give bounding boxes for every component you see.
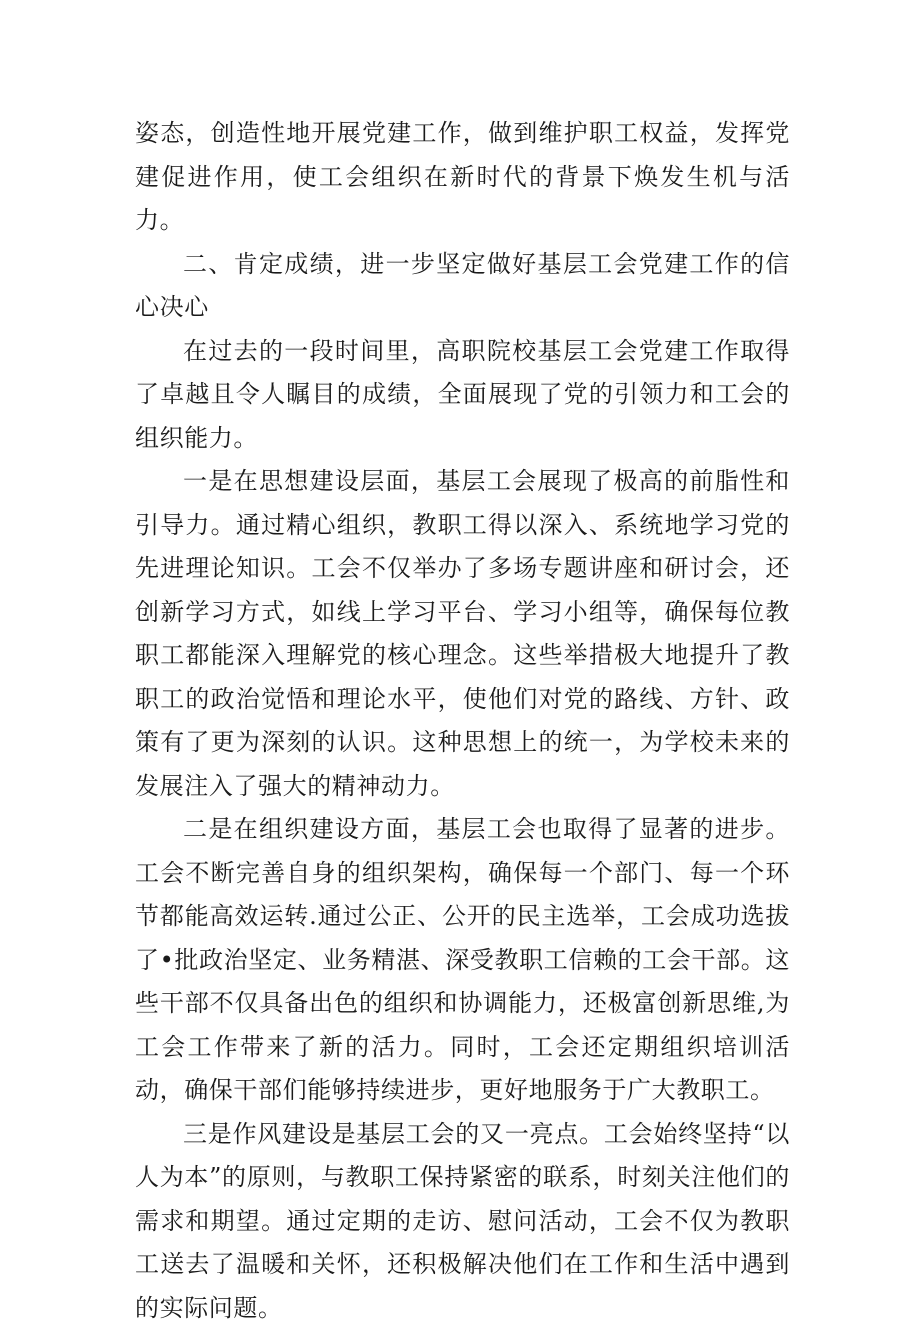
paragraph-ideology: 一是在思想建设层面，基层工会展现了极高的前脂性和引导力。通过精心组织，教职工得以深入、系统地学习党的先进理论知识。工会不仅举办了多场专题讲座和研讨会，还创新学习方式，如线上学习平台、学习小组等，确保每位教职工都能深入理解党的核心理念。这些举措极大地提升了教职工的政治觉悟和理论水平，使他们对党的路线、方针、政策有了更为深刻的认识。这种思想上的统一，为学校未来的发展注入了强大的精神动力。 <box>135 460 790 808</box>
paragraph-style: 三是作风建设是基层工会的又一亮点。工会始终坚持“以人为本”的原则，与教职工保持紧密的联系，时刻关注他们的需求和期望。通过定期的走访、慰问活动，工会不仅为教职工送去了温暖和关怀，还积极解决他们在工作和生活中遇到的实际问题。 <box>135 1113 790 1330</box>
paragraph-organization: 二是在组织建设方面，基层工会也取得了显著的进步。工会不断完善自身的组织架构，确保每一个部门、每一个环节都能高效运转.通过公正、公开的民主选举，工会成功选拔了•批政治坚定、业务精湛、深受教职工信赖的工会干部。这些干部不仅具备出色的组织和协调能力，还极富创新思维,为工会工作带来了新的活力。同时，工会还定期组织培训活动，确保干部们能够持续进步，更好地服务于广大教职工。 <box>135 808 790 1113</box>
section-heading: 二、肯定成绩，进一步坚定做好基层工会党建工作的信心决心 <box>135 243 790 330</box>
paragraph-intro: 在过去的一段时间里，高职院校基层工会党建工作取得了卓越且令人瞩目的成绩，全面展现了党的引领力和工会的组织能力。 <box>135 330 790 461</box>
document-body <box>135 112 790 1330</box>
paragraph-continuation: 姿态，创造性地开展党建工作，做到维护职工权益，发挥党建促进作用，使工会组织在新时代的背景下焕发生机与活力。 <box>135 112 790 243</box>
